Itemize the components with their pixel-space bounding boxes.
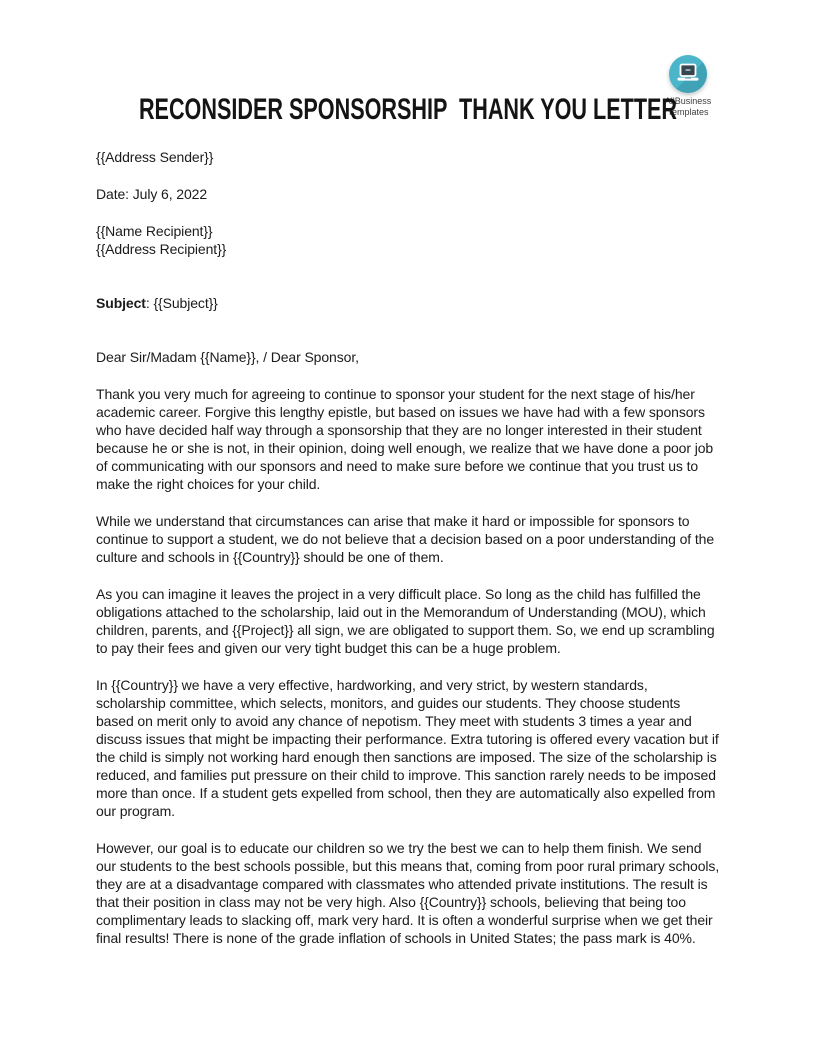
recipient-block [96, 222, 720, 258]
page-title: RECONSIDER SPONSORSHIP THANK YOU LETTER [138, 93, 678, 126]
date-line: Date: July 6, 2022 [96, 186, 208, 202]
paragraph-3: As you can imagine it leaves the project in a very difficult place. So long as the child has fulfilled the obligations attached to the scholarship, laid out in the Memorandum of Understanding (MOU), which children, parents, and {{Project}} all sign, we are obligated to support them. So, we end up scrambling to pay their fees and given our very tight budget this can be a huge problem. [96, 586, 715, 656]
subject-value: : {{Subject}} [145, 295, 218, 311]
recipient-address: {{Address Recipient}} [96, 241, 227, 257]
subject-label: Subject [96, 295, 146, 311]
paragraph-4: In {{Country}} we have a very effective, hardworking, and very strict, by western standards, scholarship committee, which selects, monitors, and guides our students. They choose students based on merit only to avoid any chance of nepotism. They meet with students 3 times a year and discuss issues that might be impacting their performance. Extra tutoring is offered every vacation but if the child is simply not working hard enough then sanctions are imposed. The size of the scholarship is reduced, and families put pressure on their child to improve. This sanction rarely needs to be imposed more than once. If a student gets expelled from school, then they are automatically also expelled from our program. [96, 677, 719, 819]
recipient-name: {{Name Recipient}} [96, 223, 213, 239]
letter-body [96, 148, 720, 966]
sender-address: {{Address Sender}} [96, 149, 214, 165]
subject-line [96, 294, 720, 312]
paragraph-2: While we understand that circumstances can arise that make it hard or impossible for sponsors to continue to support a student, we do not believe that a decision based on a poor understanding of the culture and schools in {{Country}} should be one of them. [96, 513, 715, 565]
salutation: Dear Sir/Madam {{Name}}, / Dear Sponsor, [96, 349, 359, 365]
laptop-icon [669, 55, 707, 93]
logo-text-line2: Templates [667, 106, 709, 117]
paragraph-1: Thank you very much for agreeing to continue to sponsor your student for the next stage of his/her academic career. Forgive this lengthy epistle, but based on issues we have had with a few sponsors who have decided half way through a sponsorship that they are no longer interested in their student because he or she is not, in their opinion, doing well enough, we realize that we have done a poor job of communicating with our sponsors and need to make sure before we continue that you trust us to make the right choices for your child. [96, 386, 714, 492]
paragraph-5: However, our goal is to educate our children so we try the best we can to help them finish. We send our students to the best schools possible, but this means that, coming from poor rural primary schools, they are at a disadvantage compared with classmates who attended private institutions. The result is that their position in class may not be very high. Also {{Country}} schools, believing that being too complimentary leads to slacking off, mark very hard. It is often a wonderful surprise when we get their final results! There is none of the grade inflation of schools in United States; the pass mark is 40%. [96, 840, 720, 946]
logo-text-line1: AllBusiness [664, 96, 712, 106]
